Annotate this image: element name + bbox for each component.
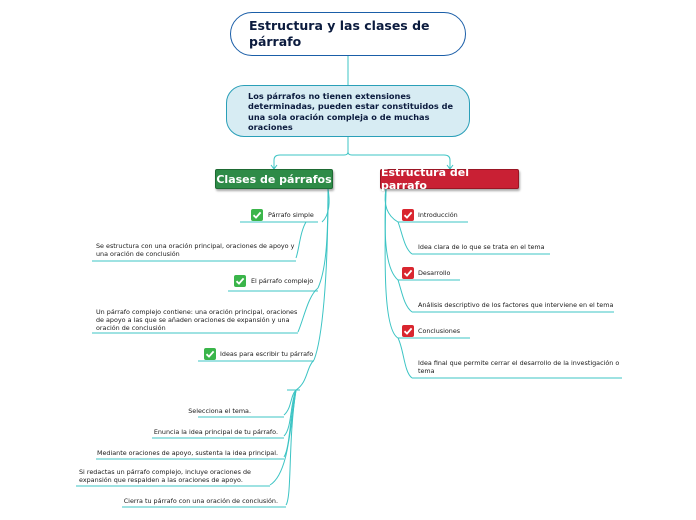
node-desarrollo[interactable]: Desarrollo [418, 269, 451, 277]
check-icon [251, 209, 263, 221]
step-item[interactable]: Si redactas un párrafo complejo, incluye oraciones de expansión que respalden a las oraciones de apoyo. [79, 468, 251, 484]
node-parrafo-complejo[interactable]: El párrafo complejo [251, 277, 314, 285]
node-desarrollo-detail[interactable]: Análisis descriptivo de los factores que interviene en el tema [418, 301, 614, 309]
node-ideas-para-escribir[interactable]: Ideas para escribir tu párrafo [220, 350, 314, 358]
check-icon [234, 275, 246, 287]
description-text: Los párrafos no tienen extensiones determinadas, pueden estar constituidos de una sola oración compleja o de muchas oraciones [248, 91, 453, 133]
check-icon [402, 209, 414, 221]
branch-label: Clases de párrafos [216, 172, 332, 186]
branch-estructura-del-parrafo[interactable] [380, 166, 519, 192]
step-item[interactable]: Mediante oraciones de apoyo, sustenta la idea principal. [96, 449, 278, 457]
node-introduccion-detail[interactable]: Idea clara de lo que se trata en el tema [418, 243, 545, 251]
check-icon [402, 267, 414, 279]
step-item[interactable]: Selecciona el tema. [188, 407, 251, 415]
branch-label: Estructura del parrafo [381, 166, 469, 192]
step-item[interactable]: Cierra tu párrafo con una oración de conclusión. [123, 497, 278, 505]
node-parrafo-simple[interactable]: Párrafo simple [268, 211, 314, 219]
node-introduccion[interactable]: Introducción [418, 211, 458, 219]
branch-clases-de-parrafos[interactable] [215, 169, 333, 189]
step-item[interactable]: Enuncia la idea principal de tu párrafo. [153, 428, 278, 436]
root-title: Estructura y las clases de párrafo [249, 18, 430, 49]
check-icon [402, 325, 414, 337]
node-parrafo-simple-detail[interactable]: Se estructura con una oración principal, oraciones de apoyo y una oración de conclusión [96, 242, 295, 258]
node-parrafo-complejo-detail[interactable]: Un párrafo complejo contiene: una oración principal, oraciones de apoyo a las que se añaden oraciones de expansión y una oración de conclusión [96, 308, 298, 332]
node-conclusiones-detail[interactable]: Idea final que permite cerrar el desarrollo de la investigación o tema [418, 359, 620, 375]
check-icon [204, 348, 216, 360]
node-conclusiones[interactable]: Conclusiones [418, 327, 461, 335]
